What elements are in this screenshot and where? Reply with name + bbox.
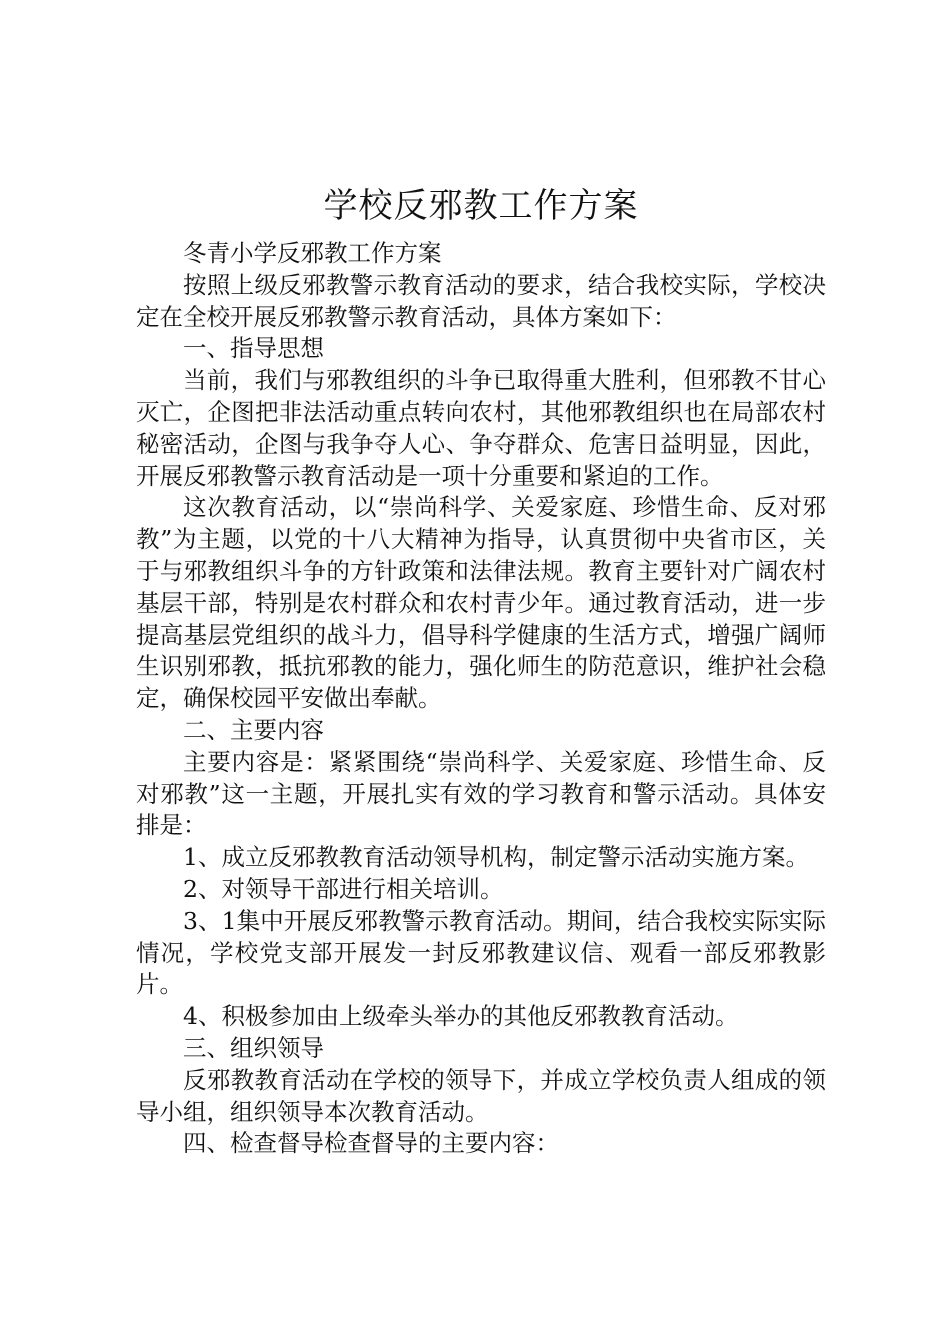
section-heading-inspection: 四、检查督导检查督导的主要内容：: [183, 1129, 559, 1158]
body-paragraph: 主要内容是：紧紧围绕“崇尚科学、关爱家庭、珍惜生命、反对邪教”这一主题，开展扎实有效的学习教育和警示活动。具体安排是：: [136, 747, 826, 840]
section-heading-main-content: 二、主要内容: [183, 715, 324, 744]
section-heading-guiding-ideology: 一、指导思想: [183, 334, 324, 363]
list-item: 2、对领导干部进行相关培训。: [183, 874, 504, 903]
list-item: 1、成立反邪教教育活动领导机构，制定警示活动实施方案。: [183, 843, 809, 872]
list-item: 3、1集中开展反邪教警示教育活动。期间，结合我校实际实际情况，学校党支部开展发一封反邪教建议信、观看一部反邪教影片。: [136, 906, 826, 999]
document-title: 学校反邪教工作方案: [323, 186, 639, 226]
intro-paragraph: 按照上级反邪教警示教育活动的要求，结合我校实际，学校决定在全校开展反邪教警示教育活动，具体方案如下：: [136, 270, 826, 331]
subtitle-paragraph: 冬青小学反邪教工作方案: [183, 239, 442, 267]
list-item: 4、积极参加由上级牵头举办的其他反邪教教育活动。: [183, 1002, 739, 1031]
section-heading-organization: 三、组织领导: [183, 1033, 324, 1062]
body-paragraph: 当前，我们与邪教组织的斗争已取得重大胜利，但邪教不甘心灭亡，企图把非法活动重点转向农村，其他邪教组织也在局部农村秘密活动，企图与我争夺人心、争夺群众、危害日益明显，因此，开展反邪教警示教育活动是一项十分重要和紧迫的工作。: [136, 366, 826, 490]
body-paragraph: 反邪教教育活动在学校的领导下，并成立学校负责人组成的领导小组，组织领导本次教育活动。: [136, 1065, 826, 1126]
body-paragraph: 这次教育活动，以“崇尚科学、关爱家庭、珍惜生命、反对邪教”为主题，以党的十八大精神为指导，认真贯彻中央省市区，关于与邪教组织斗争的方针政策和法律法规。教育主要针对广阔农村基层干部，特别是农村群众和农村青少年。通过教育活动，进一步提高基层党组织的战斗力，倡导科学健康的生活方式，增强广阔师生识别邪教，抵抗邪教的能力，强化师生的防范意识，维护社会稳定，确保校园平安做出奉献。: [136, 493, 826, 713]
document-page: [136, 180, 826, 1160]
